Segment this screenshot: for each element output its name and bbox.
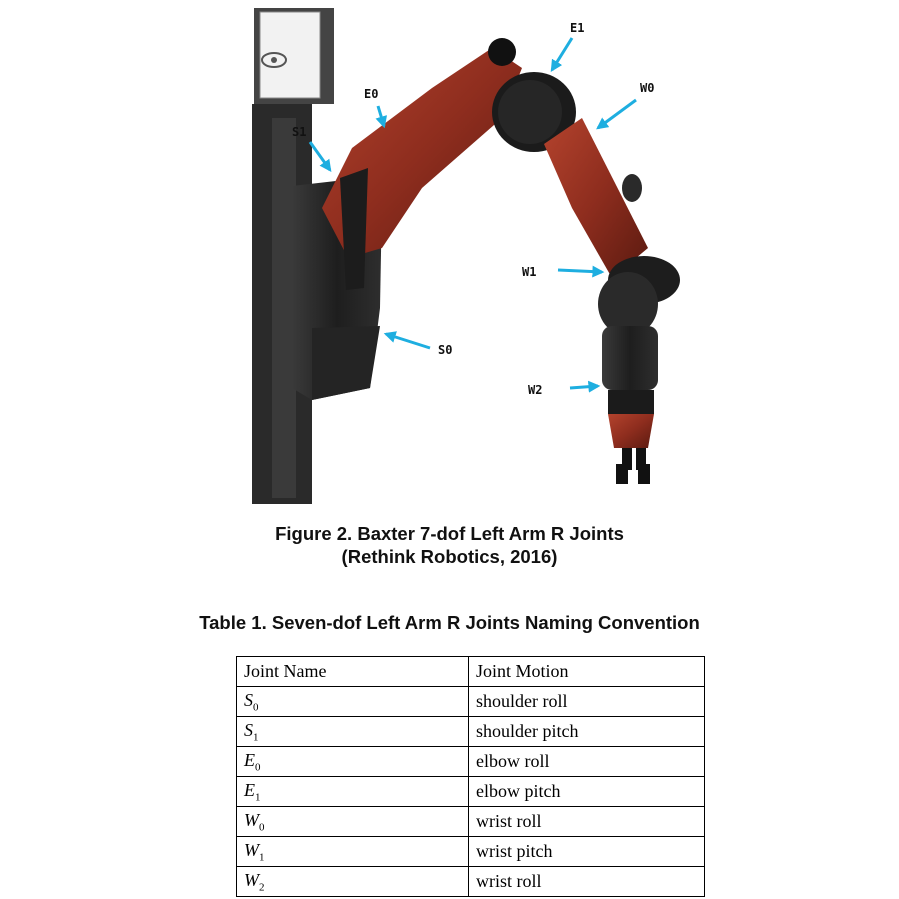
figure-caption-line2: (Rethink Robotics, 2016) <box>341 546 558 567</box>
joint-motion-cell: elbow pitch <box>469 777 705 807</box>
table-row <box>237 837 705 867</box>
header-joint-motion: Joint Motion <box>469 657 705 687</box>
label-w1: W1 <box>522 265 537 279</box>
arrow-w2 <box>570 386 598 388</box>
joint-name-cell: $W_2$ <box>237 867 469 897</box>
joint-motion-cell: wrist roll <box>469 807 705 837</box>
arrow-e1 <box>552 38 572 70</box>
joint-motion-cell: wrist pitch <box>469 837 705 867</box>
joint-motion-cell: shoulder pitch <box>469 717 705 747</box>
label-s1: S1 <box>292 125 307 139</box>
upper-arm <box>322 38 522 290</box>
header-joint-name: Joint Name <box>237 657 469 687</box>
joints-table <box>236 656 705 897</box>
table-row <box>237 807 705 837</box>
baxter-arm-illustration <box>252 8 686 504</box>
figure-caption-line1: Figure 2. Baxter 7-dof Left Arm R Joints <box>275 523 624 544</box>
table-row <box>237 867 705 897</box>
joint-motion-cell: wrist roll <box>469 867 705 897</box>
joint-name-cell: $E_0$ <box>237 747 469 777</box>
label-e1: E1 <box>570 21 585 35</box>
table-row <box>237 777 705 807</box>
table-row <box>237 687 705 717</box>
joint-name-cell: $W_1$ <box>237 837 469 867</box>
wrist-w2-segment <box>602 326 658 484</box>
label-w0: W0 <box>640 81 655 95</box>
label-w2: W2 <box>528 383 543 397</box>
label-e0: E0 <box>364 87 379 101</box>
baxter-arm-figure <box>252 8 686 504</box>
table-row <box>237 747 705 777</box>
table-title: Table 1. Seven-dof Left Arm R Joints Naming Convention <box>199 612 700 633</box>
joint-motion-cell: elbow roll <box>469 747 705 777</box>
arrow-e0 <box>378 106 384 126</box>
table-header-row <box>237 657 705 687</box>
joint-motion-cell: shoulder roll <box>469 687 705 717</box>
joint-name-cell: $E_1$ <box>237 777 469 807</box>
arrow-w0 <box>598 100 636 128</box>
arrow-w1 <box>558 270 602 272</box>
table-row <box>237 717 705 747</box>
forearm <box>544 118 648 278</box>
label-s0: S0 <box>438 343 453 357</box>
arrow-s1 <box>310 142 330 170</box>
joint-name-cell: $S_1$ <box>237 717 469 747</box>
arrow-s0 <box>386 334 430 348</box>
joint-name-cell: $W_0$ <box>237 807 469 837</box>
joint-name-cell: $S_0$ <box>237 687 469 717</box>
